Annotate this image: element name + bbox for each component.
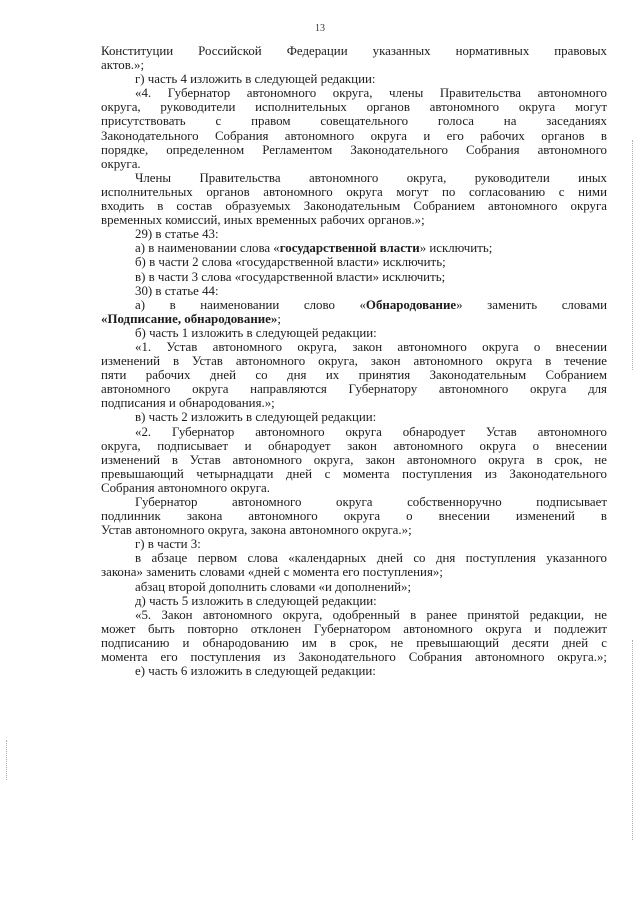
text-line: 29) в статье 43: bbox=[135, 227, 219, 242]
text-line: подписания и обнародования.»; bbox=[101, 396, 275, 411]
text-line: порядке, определенном Регламентом Законодательного Собрания автономного bbox=[101, 142, 607, 157]
scan-edge-mark bbox=[6, 740, 8, 780]
text-fragment: » заменить словами bbox=[456, 297, 608, 312]
text-line: закона» заменить словами «дней с момента его поступления»; bbox=[101, 565, 443, 580]
text-line: может быть повторно отклонен Губернатором автономного округа и подлежит bbox=[101, 621, 607, 636]
text-line: округа. bbox=[101, 156, 141, 171]
text-line: Собрания автономного округа. bbox=[101, 480, 271, 495]
text-line: Законодательного Собрания автономного округа и его рабочих органов в bbox=[101, 128, 607, 143]
text-line: г) в части 3: bbox=[135, 537, 201, 552]
bold-fragment: Обнародование bbox=[365, 297, 457, 312]
text-line: пяти рабочих дней со дня их принятия Законодательным Собранием bbox=[101, 368, 607, 383]
text-line: «5. Закон автономного округа, одобренный в ранее принятой редакции, не bbox=[135, 607, 607, 622]
text-line: исполнительных органов автономного округа могут по согласованию с ними bbox=[101, 184, 607, 199]
page-number: 13 bbox=[315, 23, 325, 34]
text-line bbox=[101, 298, 607, 312]
text-line: момента его поступления из Законодательного Собрания автономного округа.»; bbox=[101, 650, 607, 665]
text-fragment: а) в наименовании слова « bbox=[135, 241, 280, 256]
text-line: изменений в Устав автономного округа, закон автономного округа в срок, не bbox=[101, 452, 607, 467]
text-line: «1. Устав автономного округа, закон автономного округа о внесении bbox=[135, 339, 607, 354]
text-line: Устав автономного округа, закона автономного округа.»; bbox=[101, 523, 412, 538]
text-line: временных комиссий, иных временных рабочих органов.»; bbox=[101, 213, 425, 228]
text-line bbox=[101, 312, 607, 326]
text-line: подписанию и обнародованию им в срок, не превышающий десяти дней с bbox=[101, 635, 607, 650]
text-line: абзац второй дополнить словами «и дополнений»; bbox=[135, 579, 412, 594]
text-line: «4. Губернатор автономного округа, члены Правительства автономного bbox=[135, 86, 607, 101]
text-line: в) часть 2 изложить в следующей редакции: bbox=[135, 410, 377, 425]
text-line: Члены Правительства автономного округа, руководители иных bbox=[135, 170, 607, 185]
text-line: подлинник закона автономного округа о внесении изменений в bbox=[101, 509, 607, 524]
text-line: Конституции Российской Федерации указанных нормативных правовых bbox=[101, 44, 607, 58]
text-line: б) часть 1 изложить в следующей редакции: bbox=[135, 325, 377, 340]
text-line: округа, подписывает и обнародует закон автономного округа о внесении bbox=[101, 438, 607, 453]
text-line: «2. Губернатор автономного округа обнародует Устав автономного bbox=[135, 424, 607, 439]
bold-fragment: «Подписание, обнародование» bbox=[101, 311, 278, 326]
text-line: д) часть 5 изложить в следующей редакции: bbox=[135, 593, 377, 608]
bold-fragment: государственной власти bbox=[279, 241, 420, 256]
document-body bbox=[101, 44, 607, 678]
text-line: г) часть 4 изложить в следующей редакции: bbox=[135, 72, 376, 87]
text-line: присутствовать с правом совещательного голоса на заседаниях bbox=[101, 114, 607, 129]
text-fragment: » исключить; bbox=[419, 241, 493, 256]
scan-edge-mark bbox=[632, 640, 634, 840]
text-line: актов.»; bbox=[101, 58, 145, 73]
text-line: входить в состав образуемых Законодательным Собранием автономного округа bbox=[101, 199, 607, 214]
text-line: округа, руководители исполнительных органов автономного округа могут bbox=[101, 100, 607, 115]
scan-edge-mark bbox=[632, 140, 634, 370]
text-line: в абзаце первом слова «календарных дней со дня поступления указанного bbox=[135, 551, 607, 566]
text-line bbox=[101, 241, 607, 255]
text-line: Губернатор автономного округа собственноручно подписывает bbox=[135, 495, 607, 509]
text-line: 30) в статье 44: bbox=[135, 283, 219, 298]
text-line: изменений в Устав автономного округа, закон автономного округа в течение bbox=[101, 354, 607, 369]
text-fragment: а) в наименовании слово « bbox=[135, 297, 366, 312]
text-line: б) в части 2 слова «государственной власти» исключить; bbox=[135, 255, 446, 270]
text-line: в) в части 3 слова «государственной власти» исключить; bbox=[135, 269, 446, 284]
text-line: превышающий четырнадцати дней с момента поступления из Законодательного bbox=[101, 466, 607, 481]
text-line: е) часть 6 изложить в следующей редакции: bbox=[135, 664, 376, 679]
text-fragment: ; bbox=[277, 311, 281, 326]
text-line: автономного округа направляются Губернатору автономного округа для bbox=[101, 382, 607, 397]
